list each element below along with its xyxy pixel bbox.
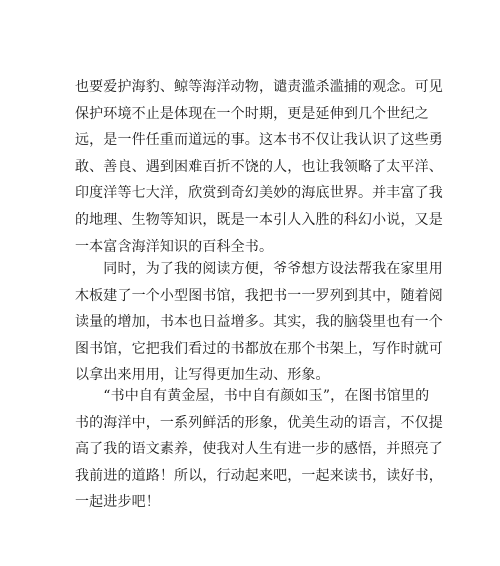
text-line: 同时，为了我的阅读方便，爷爷想方设法帮我在家里用 — [75, 261, 443, 277]
text-line: 一起进步吧！ — [75, 494, 160, 511]
text-line: 书的海洋中，一系列鲜活的形象，优美生动的语言，不仅提 — [75, 414, 443, 431]
paragraph-3 — [75, 383, 443, 516]
text-line: 图书馆，它把我们看过的书都放在那个书架上，写作时就可 — [75, 340, 443, 357]
text-line: 木板建了一个小型图书馆，我把书一一罗列到其中，随着阅 — [75, 287, 443, 304]
text-line: 印度洋等七大洋，欣赏到奇幻美妙的海底世界。并丰富了我 — [75, 185, 443, 202]
text-line: 敢、善良、遇到困难百折不饶的人，也让我领略了太平洋、 — [75, 158, 443, 175]
text-line: 保护环境不止是体现在一个时期，更是延伸到几个世纪之 — [75, 105, 429, 122]
text-line: 的地理、生物等知识，既是一本引人入胜的科幻小说，又是 — [75, 211, 443, 228]
text-line: 以拿出来用用，让写得更加生动、形象。 — [75, 367, 330, 384]
text-line: “书中自有黄金屋，书中自有颜如玉”，在图书馆里的 — [75, 388, 430, 404]
paragraph-1 — [75, 74, 443, 260]
paragraph-2 — [75, 256, 443, 389]
text-line: 我前进的道路！所以，行动起来吧，一起来读书，读好书， — [75, 467, 443, 484]
text-line: 也要爱护海豹、鲸等海洋动物，谴责滥杀滥捕的观念。可见 — [75, 79, 443, 95]
text-line: 远，是一件任重而道远的事。这本书不仅让我认识了这些勇 — [75, 132, 443, 149]
text-line: 读量的增加，书本也日益增多。其实，我的脑袋里也有一个 — [75, 314, 443, 331]
text-line: 高了我的语文素养，使我对人生有进一步的感悟，并照亮了 — [75, 441, 443, 458]
text-line: 一本富含海洋知识的百科全书。 — [75, 238, 274, 255]
